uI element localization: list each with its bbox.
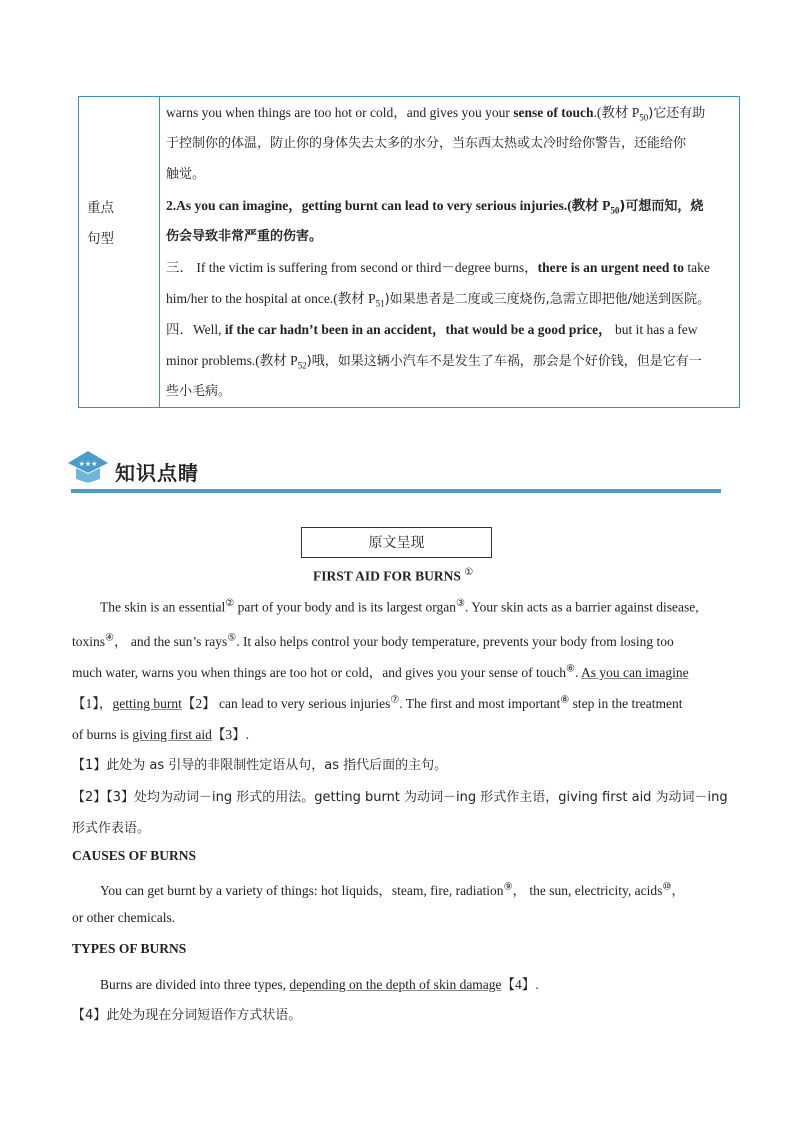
table-line: 触觉。 [166, 167, 206, 182]
passage-line: You can get burnt by a variety of things: hot liquids，steam, fire, radiation⑨， the sun, electricity, acids⑩， [100, 881, 685, 898]
section-divider [71, 489, 721, 493]
original-text-box: 原文呈现 [301, 527, 492, 558]
passage-title: FIRST AID FOR BURNS ① [313, 567, 474, 584]
note-line: 【1】此处为 as 引导的非限制性定语从句，as 指代后面的主句。 [72, 758, 448, 773]
table-line: 些小毛病。 [166, 384, 232, 399]
passage-line: 【1】，getting burnt【2】 can lead to very serious injuries⑦. The first and most important⑧ step in the treatment [72, 694, 683, 711]
note-line: 形式作表语。 [72, 821, 151, 836]
passage-line: Burns are divided into three types, depending on the depth of skin damage【4】. [100, 977, 539, 992]
table-label-line1: 重点 [87, 200, 114, 215]
table-line: him/her to the hospital at once.(教材 $P_{51}$)如果患者是二度或三度烧伤,急需立即把他/她送到医院。 [166, 291, 711, 309]
table-line: 于控制你的体温，防止你的身体失去太多的水分，当东西太热或太冷时给你警告，还能给你 [166, 136, 687, 151]
section-title: 知识点睛 [115, 461, 199, 485]
table-label-line2: 句型 [87, 231, 114, 246]
passage-line: toxins④， and the sun’s rays⑤. It also helps control your body temperature, prevents your body from losing too [72, 632, 674, 649]
note-line: 【4】此处为现在分词短语作方式状语。 [72, 1008, 302, 1023]
table-label-cell [79, 97, 160, 407]
causes-heading: CAUSES OF BURNS [72, 848, 197, 863]
passage-line: of burns is giving first aid【3】. [72, 727, 249, 742]
graduation-cap-icon [66, 449, 110, 485]
passage-line: The skin is an essential② part of your body and is its largest organ③. Your skin acts as a barrier against disease, [100, 598, 699, 615]
passage-line: or other chemicals. [72, 910, 176, 925]
types-heading: TYPES OF BURNS [72, 941, 187, 956]
note-line: 【2】【3】处均为动词－ing 形式的用法。getting burnt 为动词－ing 形式作主语，giving first aid 为动词－ing [72, 790, 728, 805]
table-line: 三． If the victim is suffering from second or third－degree burns，there is an urgent need to take [166, 260, 710, 275]
table-line: warns you when things are too hot or cold，and gives you your sense of touch.(教材 $P_{50}$)它还有助 [166, 105, 706, 123]
passage-line: much water, warns you when things are too hot or cold，and gives you your sense of touch⑥. As you can imagine [72, 663, 689, 680]
table-line: 伤会导致非常严重的伤害。 [166, 229, 323, 244]
key-sentences-table [78, 96, 740, 408]
svg-text:★★★: ★★★ [78, 460, 98, 468]
table-line: 2.As you can imagine，getting burnt can lead to very serious injuries.(教材 $P_{50}$)可想而知，烧 [166, 198, 704, 216]
table-line: 四．Well, if the car hadn’t been in an accident，that would be a good price， but it has a few [166, 322, 698, 337]
table-line: minor problems.(教材 $P_{52}$)哦，如果这辆小汽车不是发生了车祸，那会是个好价钱，但是它有一 [166, 353, 702, 371]
